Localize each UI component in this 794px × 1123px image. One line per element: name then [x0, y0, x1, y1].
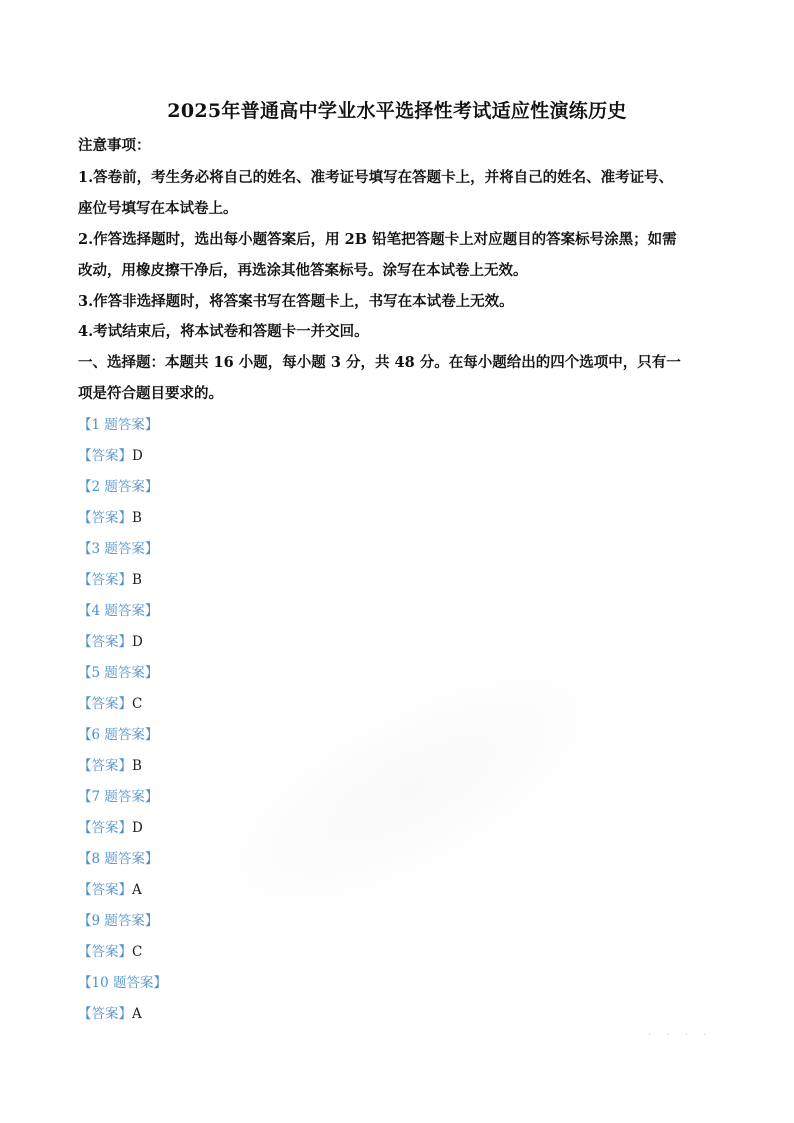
answer-header-10: 【10 题答案】 — [78, 975, 167, 991]
answer-tag: 【答案】 — [78, 820, 132, 836]
answer-header-7: 【7 题答案】 — [78, 789, 159, 805]
answer-tag: 【答案】 — [78, 758, 132, 774]
answer-tag: 【答案】 — [78, 1006, 132, 1022]
answer-header-9: 【9 题答案】 — [78, 913, 159, 929]
answer-row-3 — [78, 568, 142, 588]
answer-header-3: 【3 题答案】 — [78, 541, 159, 557]
answer-value: C — [132, 944, 143, 960]
answer-tag: 【答案】 — [78, 944, 132, 960]
answer-value: B — [132, 758, 142, 774]
notice-line-4: 改动，用橡皮擦干净后，再选涂其他答案标号。涂写在本试卷上无效。 — [78, 262, 528, 279]
answer-header-2: 【2 题答案】 — [78, 479, 159, 495]
notice-heading: 注意事项： — [78, 137, 151, 154]
answer-header-6: 【6 题答案】 — [78, 727, 159, 743]
answer-row-2 — [78, 506, 142, 526]
answer-tag: 【答案】 — [78, 448, 132, 464]
answer-tag: 【答案】 — [78, 696, 132, 712]
answer-tag: 【答案】 — [78, 882, 132, 898]
answer-header-8: 【8 题答案】 — [78, 851, 159, 867]
answer-value: A — [132, 882, 142, 898]
answer-value: D — [132, 448, 143, 464]
answer-tag: 【答案】 — [78, 572, 132, 588]
notice-line-6: 4.考试结束后，将本试卷和答题卡一并交回。 — [78, 323, 369, 340]
notice-line-3: 2.作答选择题时，选出每小题答案后，用 2B 铅笔把答题卡上对应题目的答案标号涂黑；如需 — [78, 231, 677, 248]
page-title: 2025年普通高中学业水平选择性考试适应性演练历史 — [167, 100, 627, 122]
faint-watermark — [133, 580, 686, 1001]
answer-row-4 — [78, 630, 143, 650]
answer-value: A — [132, 1006, 142, 1022]
answer-value: B — [132, 510, 142, 526]
section-instruction-line-1: 一、选择题：本题共 16 小题，每小题 3 分，共 48 分。在每小题给出的四个选项中，只有一 — [78, 354, 681, 371]
answer-row-5 — [78, 692, 142, 712]
answer-row-6 — [78, 754, 142, 774]
answer-row-1 — [78, 444, 143, 464]
answer-value: B — [132, 572, 142, 588]
answer-row-7 — [78, 816, 143, 836]
answer-row-9 — [78, 940, 142, 960]
answer-header-5: 【5 题答案】 — [78, 665, 159, 681]
answer-tag: 【答案】 — [78, 510, 132, 526]
answer-value: C — [132, 696, 143, 712]
notice-line-2: 座位号填写在本试卷上。 — [78, 200, 238, 217]
notice-line-5: 3.作答非选择题时，将答案书写在答题卡上，书写在本试卷上无效。 — [78, 293, 514, 310]
answer-value: D — [132, 820, 143, 836]
answer-header-4: 【4 题答案】 — [78, 603, 159, 619]
answer-header-1: 【1 题答案】 — [78, 417, 159, 433]
answer-tag: 【答案】 — [78, 634, 132, 650]
answer-row-10 — [78, 1002, 142, 1022]
answer-row-8 — [78, 878, 142, 898]
answer-value: D — [132, 634, 143, 650]
section-instruction-line-2: 项是符合题目要求的。 — [78, 385, 223, 402]
footer-marks: · · · · — [648, 1030, 713, 1041]
notice-line-1: 1.答卷前，考生务必将自己的姓名、准考证号填写在答题卡上，并将自己的姓名、准考证号、 — [78, 169, 674, 186]
